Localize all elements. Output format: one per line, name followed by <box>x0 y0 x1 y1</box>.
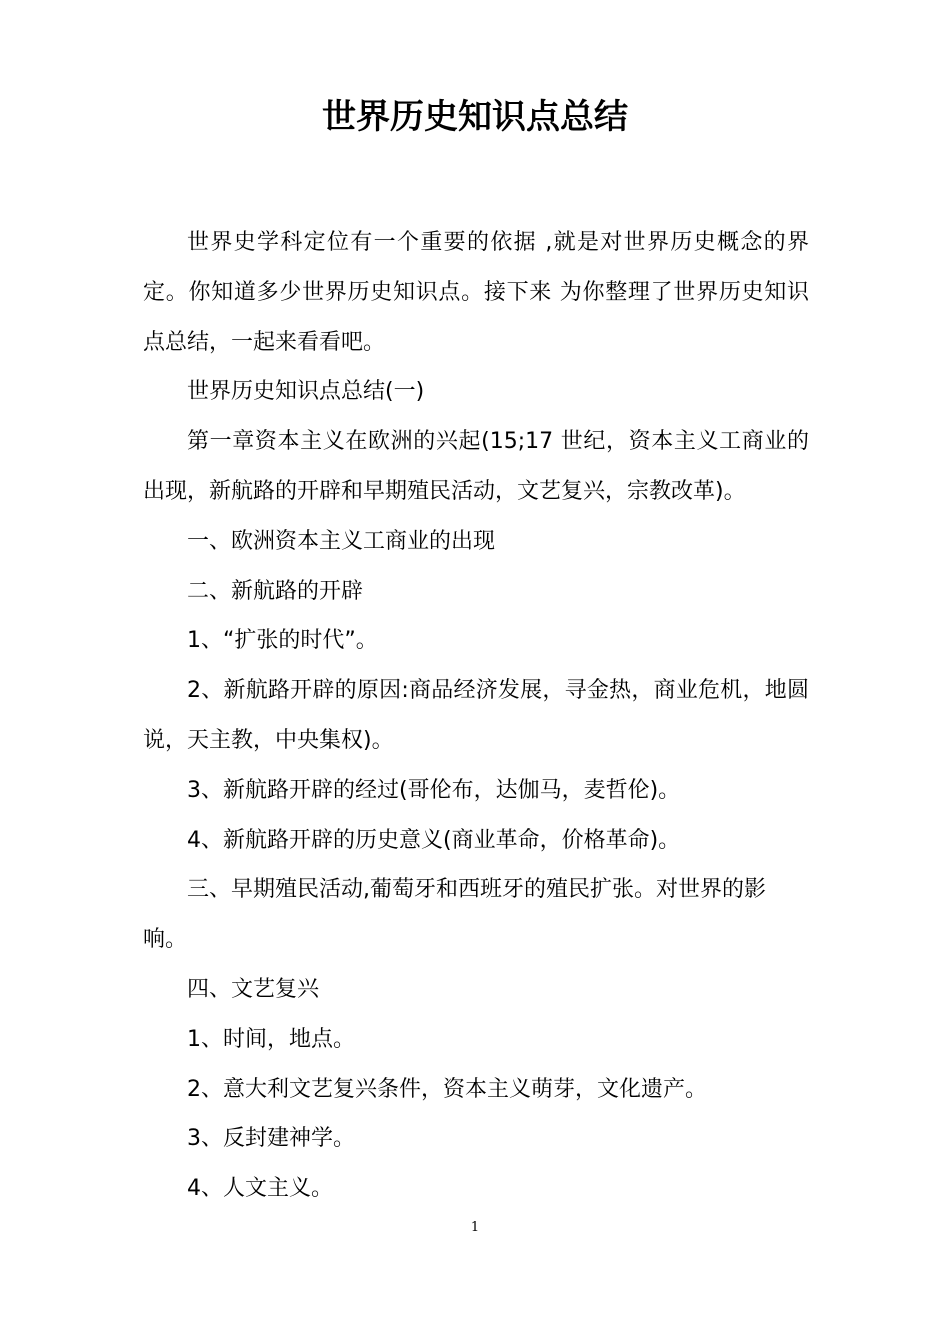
list-item: 二、新航路的开辟 <box>187 578 364 604</box>
document-title: 世界历史知识点总结 <box>322 97 628 137</box>
list-item: 1、“扩张的时代”。 <box>187 628 378 654</box>
chapter-heading-paragraph: 第一章资本主义在欧洲的兴起(15;17 世纪，资本主义工商业的出现，新航路的开辟和早期殖民活动，文艺复兴，宗教改革)。 <box>143 429 809 504</box>
list-item: 3、新航路开辟的经过(哥伦布，达伽马，麦哲伦)。 <box>187 777 681 803</box>
list-item: 一、欧洲资本主义工商业的出现 <box>187 528 496 554</box>
list-item: 四、文艺复兴 <box>187 976 320 1002</box>
list-item: 4、人文主义。 <box>187 1176 333 1202</box>
page-number: 1 <box>470 1220 480 1235</box>
list-item: 2、意大利文艺复兴条件，资本主义萌芽，文化遗产。 <box>187 1076 707 1102</box>
list-item: 4、新航路开辟的历史意义(商业革命，价格革命)。 <box>187 827 681 853</box>
list-item: 3、反封建神学。 <box>187 1126 355 1152</box>
list-item: 1、时间，地点。 <box>187 1026 355 1052</box>
section-heading: 世界历史知识点总结(一) <box>187 379 425 405</box>
document-body <box>143 218 809 1214</box>
intro-paragraph: 世界史学科定位有一个重要的依据 ,就是对世界历史概念的界定。你知道多少世界历史知识点。接下来 为你整理了世界历史知识点总结，一起来看看吧。 <box>143 230 809 355</box>
list-item: 2、新航路开辟的原因:商品经济发展，寻金热，商业危机，地圆说，天主教，中央集权)。 <box>143 678 809 753</box>
list-item: 三、早期殖民活动,葡萄牙和西班牙的殖民扩张。对世界的影响。 <box>143 877 766 953</box>
